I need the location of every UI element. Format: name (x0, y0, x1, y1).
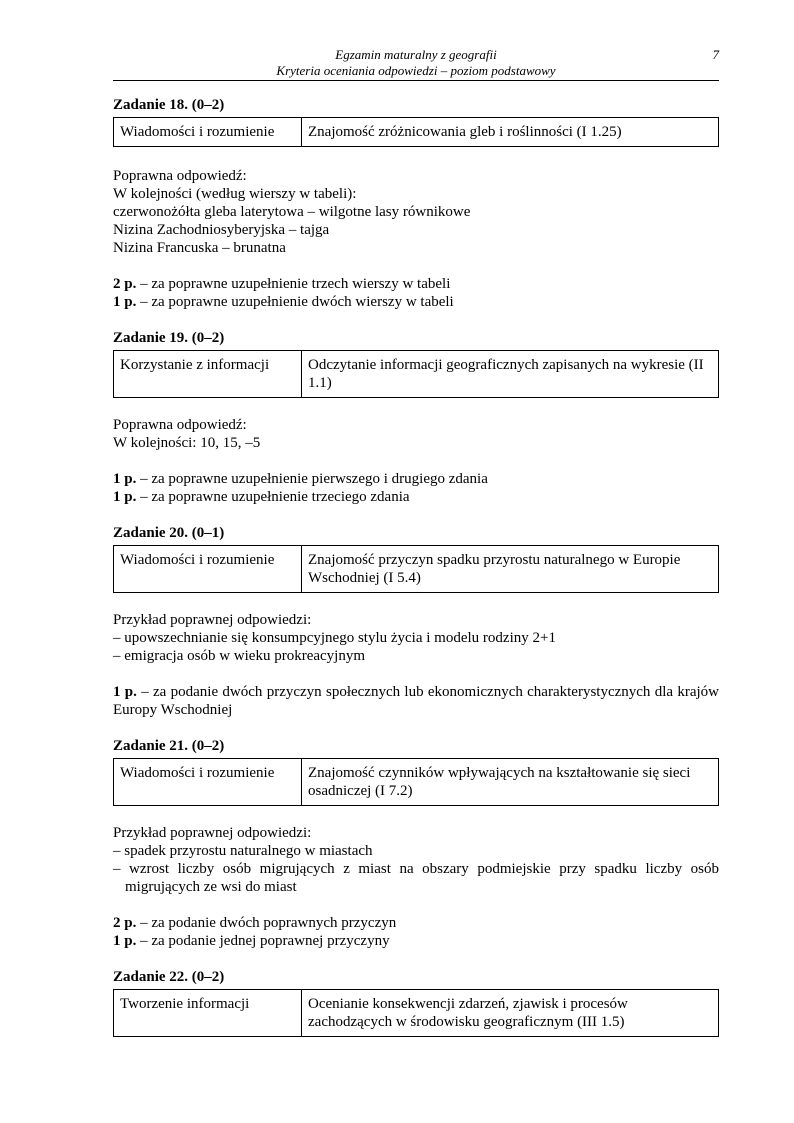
answer-line: Poprawna odpowiedź: (113, 417, 247, 433)
task-title: Zadanie 20. (0–1) (113, 525, 225, 541)
answer-line: – wzrost liczby osób migrujących z miast na obszary podmiejskie przy spadku liczby osób migrujących ze wsi do miast (113, 861, 719, 895)
requirement-cell: Znajomość zróżnicowania gleb i roślinności (I 1.25) (302, 118, 719, 147)
scoring-block (113, 275, 719, 311)
answer-line: Przykład poprawnej odpowiedzi: (113, 612, 312, 628)
answer-line: Nizina Francuska – brunatna (113, 240, 286, 256)
scoring-text: – za podanie jednej poprawnej przyczyny (136, 933, 390, 949)
skill-area-cell: Wiadomości i rozumienie (114, 546, 302, 593)
requirement-cell: Ocenianie konsekwencji zdarzeń, zjawisk i procesów zachodzących w środowisku geograficznym (III 1.5) (302, 990, 719, 1037)
answer-line: W kolejności: 10, 15, –5 (113, 435, 261, 451)
answer-line: – upowszechnianie się konsumpcyjnego stylu życia i modelu rodziny 2+1 (113, 630, 556, 646)
requirements-table (113, 989, 719, 1037)
answer-block (113, 824, 719, 896)
task-title: Zadanie 21. (0–2) (113, 738, 225, 754)
skill-area-cell: Wiadomości i rozumienie (114, 118, 302, 147)
task-19 (113, 329, 719, 506)
answer-line: Przykład poprawnej odpowiedzi: (113, 825, 312, 841)
task-21 (113, 737, 719, 950)
task-20 (113, 524, 719, 719)
scoring-line (113, 275, 719, 293)
points: 1 p. (113, 489, 137, 505)
scoring-line (113, 932, 719, 950)
requirements-table (113, 545, 719, 593)
points: 1 p. (113, 471, 137, 487)
answer-block (113, 611, 719, 665)
answer-line: – emigracja osób w wieku prokreacyjnym (113, 648, 366, 664)
scoring-text: – za poprawne uzupełnienie trzech wierszy w tabeli (136, 276, 451, 292)
requirement-cell: Znajomość przyczyn spadku przyrostu naturalnego w Europie Wschodniej (I 5.4) (302, 546, 719, 593)
scoring-line (113, 293, 719, 311)
header-exam-title: Egzamin maturalny z geografii (335, 47, 497, 62)
answer-line: Poprawna odpowiedź: (113, 168, 247, 184)
scoring-line (113, 470, 719, 488)
points: 1 p. (113, 933, 137, 949)
points: 1 p. (113, 684, 137, 700)
scoring-line (113, 914, 719, 932)
page-content (113, 96, 719, 1037)
skill-area-cell: Wiadomości i rozumienie (114, 759, 302, 806)
scoring-text: – za poprawne uzupełnienie dwóch wierszy w tabeli (136, 294, 454, 310)
scoring-text: – za poprawne uzupełnienie trzeciego zdania (136, 489, 410, 505)
task-title: Zadanie 22. (0–2) (113, 969, 225, 985)
task-22 (113, 968, 719, 1037)
answer-line: W kolejności (według wierszy w tabeli): (113, 186, 357, 202)
scoring-line (113, 683, 719, 719)
skill-area-cell: Korzystanie z informacji (114, 351, 302, 398)
page-number: 7 (712, 47, 719, 62)
points: 1 p. (113, 294, 137, 310)
requirements-table (113, 758, 719, 806)
task-18 (113, 96, 719, 311)
answer-block (113, 416, 719, 452)
task-title: Zadanie 18. (0–2) (113, 97, 225, 113)
requirements-table (113, 350, 719, 398)
answer-line: czerwonożółta gleba laterytowa – wilgotne lasy równikowe (113, 204, 471, 220)
scoring-text: – za poprawne uzupełnienie pierwszego i drugiego zdania (136, 471, 488, 487)
points: 2 p. (113, 276, 137, 292)
scoring-line (113, 488, 719, 506)
scoring-text: – za podanie dwóch poprawnych przyczyn (136, 915, 397, 931)
scoring-block (113, 683, 719, 719)
header-criteria-title: Kryteria oceniania odpowiedzi – poziom podstawowy (276, 63, 556, 78)
points: 2 p. (113, 915, 137, 931)
task-title: Zadanie 19. (0–2) (113, 330, 225, 346)
requirements-table (113, 117, 719, 147)
requirement-cell: Znajomość czynników wpływających na kształtowanie się sieci osadniczej (I 7.2) (302, 759, 719, 806)
answer-line: Nizina Zachodniosyberyjska – tajga (113, 222, 330, 238)
requirement-cell: Odczytanie informacji geograficznych zapisanych na wykresie (II 1.1) (302, 351, 719, 398)
skill-area-cell: Tworzenie informacji (114, 990, 302, 1037)
answer-line: – spadek przyrostu naturalnego w miastach (113, 843, 373, 859)
scoring-text: – za podanie dwóch przyczyn społecznych lub ekonomicznych charakterystycznych dla krajów Europy Wschodniej (113, 684, 719, 718)
scoring-block (113, 914, 719, 950)
scoring-block (113, 470, 719, 506)
answer-block (113, 167, 719, 257)
page-header (113, 47, 719, 79)
header-divider (113, 80, 719, 81)
